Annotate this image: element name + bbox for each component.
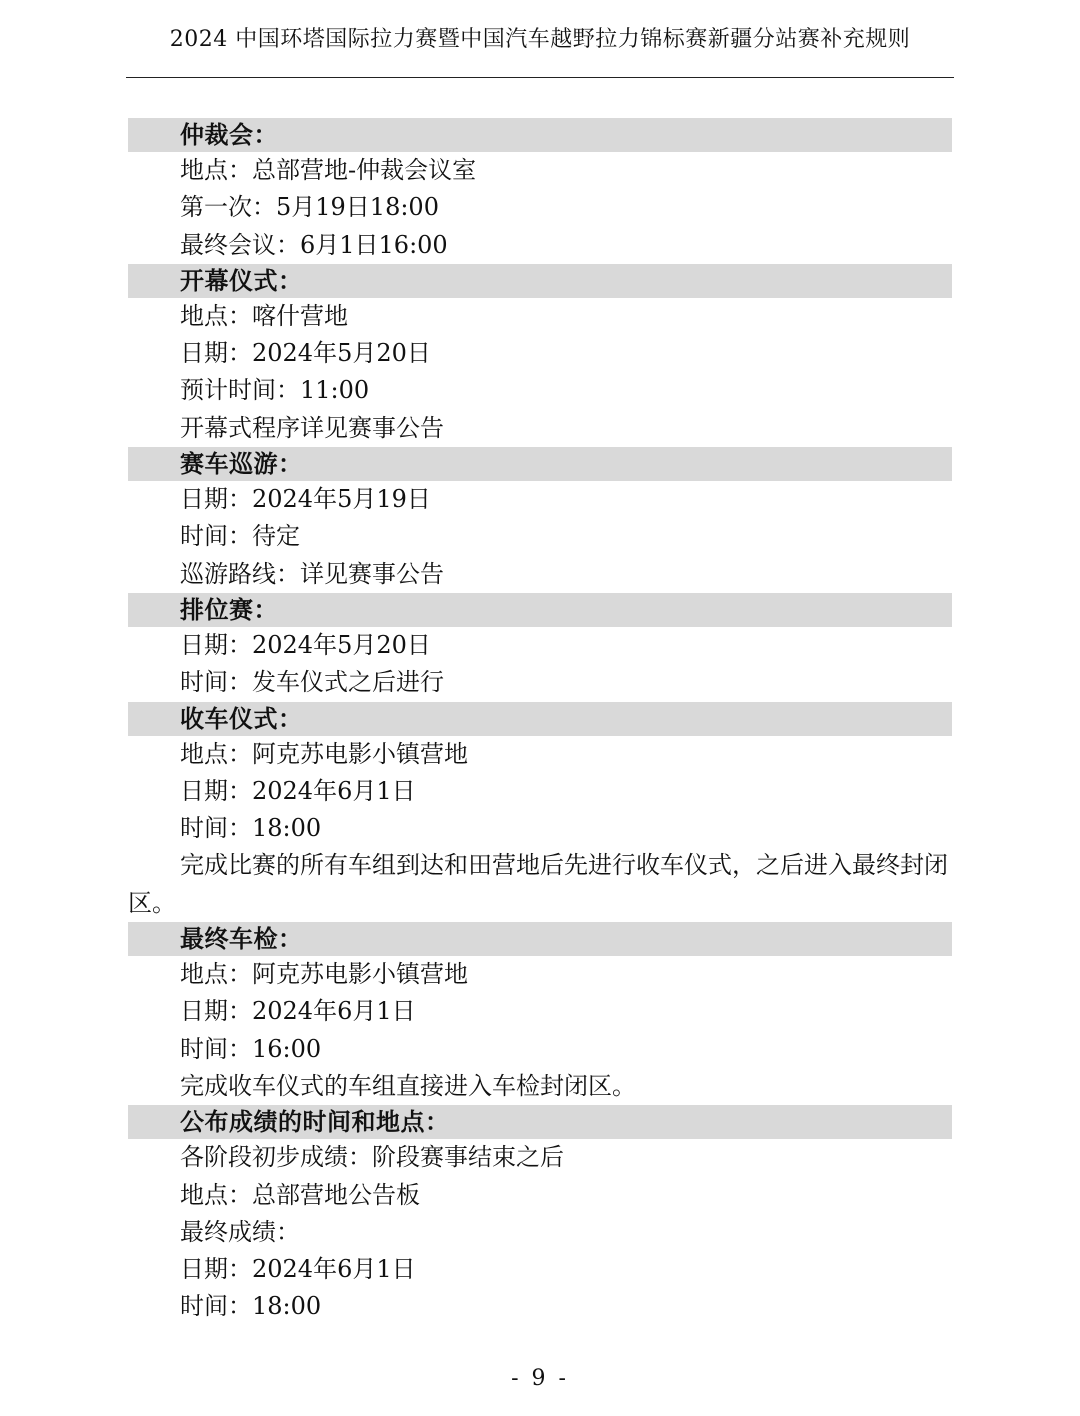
section-line: 地点：喀什营地 bbox=[180, 301, 348, 330]
section-line: 巡游路线：详见赛事公告 bbox=[180, 559, 444, 588]
section-line: 完成收车仪式的车组直接进入车检封闭区。 bbox=[180, 1071, 636, 1100]
section-line: 时间：16:00 bbox=[180, 1034, 322, 1063]
section-line: 日期：2024年6月1日 bbox=[180, 776, 416, 805]
header-divider bbox=[126, 77, 954, 78]
section-line: 地点：阿克苏电影小镇营地 bbox=[180, 960, 468, 989]
section-line: 时间：18:00 bbox=[180, 814, 322, 843]
section-line: 时间：18:00 bbox=[180, 1292, 322, 1321]
section-line: 预计时间：11:00 bbox=[180, 376, 370, 405]
section-line: 地点：总部营地-仲裁会议室 bbox=[180, 156, 477, 184]
section-line: 时间：发车仪式之后进行 bbox=[180, 668, 444, 697]
page-number: - 9 - bbox=[511, 1366, 569, 1391]
section-finish-ceremony bbox=[128, 702, 952, 922]
section-results-publication bbox=[128, 1105, 952, 1325]
section-line: 日期：2024年6月1日 bbox=[180, 1255, 416, 1284]
section-paragraph: 完成比赛的所有车组到达和田营地后先进行收车仪式，之后进入最终封闭区。 bbox=[128, 851, 948, 917]
section-final-scrutineering bbox=[128, 922, 952, 1105]
section-title: 最终车检： bbox=[128, 922, 952, 956]
section-title: 收车仪式： bbox=[128, 702, 952, 736]
section-line: 地点：总部营地公告板 bbox=[180, 1180, 420, 1209]
section-line: 日期：2024年6月1日 bbox=[180, 997, 416, 1026]
section-title: 公布成绩的时间和地点： bbox=[128, 1105, 952, 1139]
section-qualifying bbox=[128, 593, 952, 702]
section-parade bbox=[128, 447, 952, 593]
section-line: 最终成绩： bbox=[180, 1217, 300, 1246]
section-title: 赛车巡游： bbox=[128, 447, 952, 481]
section-line: 各阶段初步成绩：阶段赛事结束之后 bbox=[180, 1143, 564, 1172]
page-header: 2024 中国环塔国际拉力赛暨中国汽车越野拉力锦标赛新疆分站赛补充规则 bbox=[169, 27, 911, 52]
section-opening-ceremony bbox=[128, 264, 952, 447]
section-line: 日期：2024年5月20日 bbox=[180, 630, 431, 659]
section-title: 仲裁会： bbox=[128, 118, 952, 152]
section-line: 时间：待定 bbox=[180, 522, 300, 551]
section-title: 开幕仪式： bbox=[128, 264, 952, 298]
section-arbitration bbox=[128, 118, 952, 264]
section-line: 日期：2024年5月19日 bbox=[180, 485, 431, 514]
document-body bbox=[128, 118, 952, 1326]
section-line: 第一次：5月19日18:00 bbox=[180, 193, 439, 222]
section-line: 日期：2024年5月20日 bbox=[180, 339, 431, 368]
section-title: 排位赛： bbox=[128, 593, 952, 627]
section-line: 地点：阿克苏电影小镇营地 bbox=[180, 739, 468, 768]
section-line: 开幕式程序详见赛事公告 bbox=[180, 413, 444, 442]
section-line: 最终会议：6月1日16:00 bbox=[180, 230, 448, 259]
